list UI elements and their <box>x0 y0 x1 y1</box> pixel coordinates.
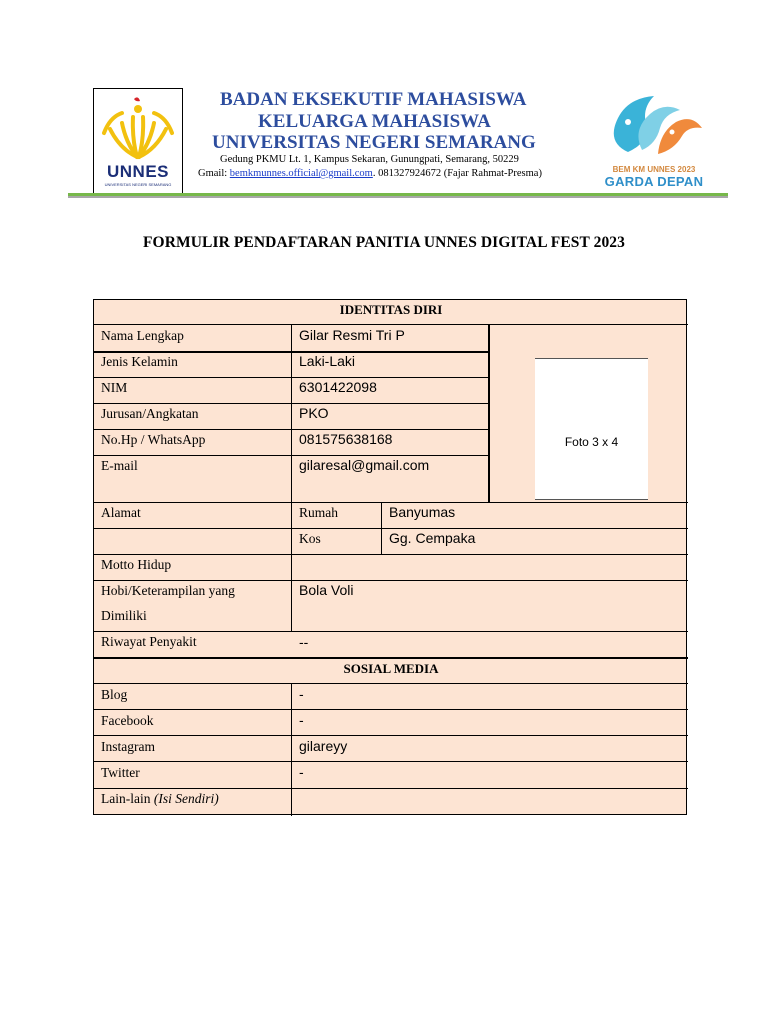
label-no-hp: No.Hp / WhatsApp <box>101 432 206 447</box>
unnes-emblem-icon <box>100 95 176 161</box>
row-divider <box>94 735 688 736</box>
row-divider <box>94 554 688 555</box>
value-nama-lengkap[interactable]: Gilar Resmi Tri P <box>299 327 405 343</box>
label-nama-lengkap: Nama Lengkap <box>101 328 184 343</box>
label-jenis-kelamin: Jenis Kelamin <box>101 354 178 369</box>
label-rumah: Rumah <box>299 505 338 520</box>
row-divider <box>94 377 490 378</box>
label-kos: Kos <box>299 531 321 546</box>
value-facebook[interactable]: - <box>299 712 304 728</box>
photo-placeholder[interactable] <box>535 358 648 500</box>
column-divider <box>291 683 292 816</box>
unnes-logo-subtext: UNIVERSITAS NEGERI SEMARANG <box>104 182 172 187</box>
section-title-sosial-media: SOSIAL MEDIA <box>343 661 439 676</box>
bem-km-logo <box>598 92 716 190</box>
phone-text: . 081327924672 (Fajar Rahmat-Presma) <box>372 168 542 179</box>
row-divider <box>94 351 490 353</box>
row-divider <box>94 683 688 684</box>
value-hobi[interactable]: Bola Voli <box>299 582 354 598</box>
row-divider <box>94 761 688 762</box>
row-divider <box>94 709 688 710</box>
row-divider <box>94 455 490 456</box>
value-instagram[interactable]: gilareyy <box>299 738 348 754</box>
label-motto-hidup: Motto Hidup <box>101 557 172 572</box>
label-hobi-line-1: Hobi/Keterampilan yang <box>101 583 235 598</box>
value-email[interactable]: gilaresal@gmail.com <box>299 457 430 473</box>
unnes-logo-text: UNNES <box>106 162 169 181</box>
gmail-label: Gmail: <box>198 168 230 179</box>
column-divider <box>488 324 490 502</box>
label-blog: Blog <box>101 687 128 702</box>
row-divider <box>94 502 688 503</box>
value-nim[interactable]: 6301422098 <box>299 379 377 395</box>
value-twitter[interactable]: - <box>299 764 304 780</box>
row-divider <box>94 788 688 789</box>
label-lain-lain-text: Lain-lain <box>101 791 154 806</box>
column-divider <box>291 502 292 631</box>
header-rule-shadow <box>68 196 728 198</box>
label-alamat: Alamat <box>101 505 141 520</box>
value-rumah[interactable]: Banyumas <box>389 504 456 520</box>
value-jenis-kelamin[interactable]: Laki-Laki <box>299 353 356 369</box>
registration-form-table <box>93 299 687 815</box>
value-riwayat-penyakit[interactable]: -- <box>299 634 309 650</box>
row-divider <box>94 403 490 404</box>
row-divider <box>94 429 490 430</box>
garda-depan-emblem-icon <box>598 92 710 166</box>
column-divider <box>381 502 382 554</box>
label-riwayat-penyakit: Riwayat Penyakit <box>101 634 197 649</box>
org-name-line-1: BADAN EKSEKUTIF MAHASISWA <box>220 89 527 110</box>
label-twitter: Twitter <box>101 765 140 780</box>
label-facebook: Facebook <box>101 713 154 728</box>
label-hobi-line-2: Dimiliki <box>101 608 147 623</box>
row-divider <box>94 631 688 632</box>
unnes-logo <box>93 88 183 194</box>
value-no-hp[interactable]: 081575638168 <box>299 431 393 447</box>
column-divider <box>291 324 292 502</box>
section-title-identitas: IDENTITAS DIRI <box>339 302 443 317</box>
label-jurusan-angkatan: Jurusan/Angkatan <box>101 406 199 421</box>
label-instagram: Instagram <box>101 739 155 754</box>
form-title: FORMULIR PENDAFTARAN PANITIA UNNES DIGITAL FEST 2023 <box>142 234 626 251</box>
garda-depan-text: GARDA DEPAN <box>604 174 704 189</box>
value-jurusan-angkatan[interactable]: PKO <box>299 405 329 421</box>
label-email: E-mail <box>101 458 138 473</box>
org-name-line-2: KELUARGA MAHASISWA <box>258 111 491 132</box>
org-address: Gedung PKMU Lt. 1, Kampus Sekaran, Gunungpati, Semarang, 50229 <box>220 154 519 165</box>
org-contact <box>198 168 542 179</box>
row-divider <box>94 528 688 529</box>
row-divider <box>94 657 688 659</box>
value-blog[interactable]: - <box>299 686 304 702</box>
label-lain-lain <box>101 791 219 807</box>
org-name-line-3: UNIVERSITAS NEGERI SEMARANG <box>212 132 536 153</box>
photo-label: Foto 3 x 4 <box>564 435 619 449</box>
gmail-link[interactable]: bemkmunnes.official@gmail.com <box>229 168 373 179</box>
row-divider <box>94 580 688 581</box>
row-divider <box>94 324 688 325</box>
label-lain-lain-hint: (Isi Sendiri) <box>153 791 219 806</box>
value-kos[interactable]: Gg. Cempaka <box>389 530 476 546</box>
bem-logo-text: BEM KM UNNES 2023 <box>612 165 696 174</box>
label-nim: NIM <box>101 380 128 395</box>
